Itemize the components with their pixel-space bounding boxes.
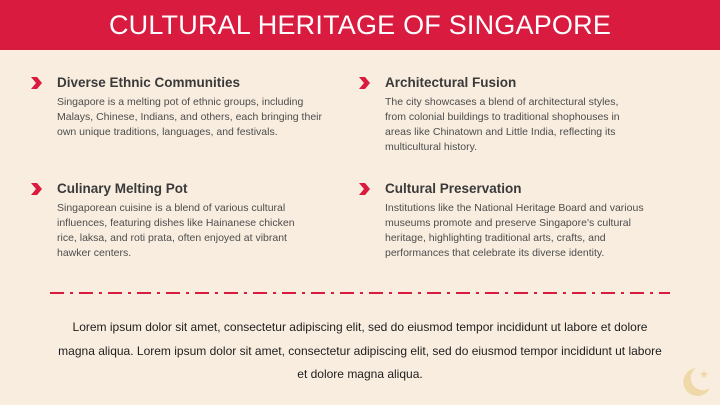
section-heading: Cultural Preservation [385,181,522,196]
section-cultural-preservation [385,180,650,261]
footer-paragraph: Lorem ipsum dolor sit amet, consectetur adipiscing elit, sed do eiusmod tempor incididunt ut labore et dolore magna aliqua. Lorem ipsum dolor sit amet, consectetur adipiscing elit, sed do eiusmod tempor incididunt ut labore et dolore magna aliqua. [58,320,662,381]
dash-dot-divider [50,292,670,294]
crescent-moon-star-icon [674,364,714,400]
section-architectural-fusion [385,74,635,155]
section-text: Singaporean cuisine is a blend of various cultural influences, featuring dishes like Hainanese chicken rice, laksa, and roti prata, often enjoyed at vibrant hawker centers. [57,202,295,259]
section-diverse-ethnic-communities [57,74,322,140]
chevron-right-icon [357,76,371,90]
chevron-right-icon [29,182,43,196]
title-banner [0,0,720,50]
section-text: Singapore is a melting pot of ethnic groups, including Malays, Chinese, Indians, and others, each bringing their own unique traditions, languages, and festivals. [57,96,322,138]
chevron-right-icon [357,182,371,196]
section-text: The city showcases a blend of architectural styles, from colonial buildings to traditional shophouses in areas like Chinatown and Little India, reflecting its multicultural history. [385,96,620,153]
page-title: CULTURAL HERITAGE OF SINGAPORE [108,9,612,40]
chevron-right-icon [29,76,43,90]
section-heading: Culinary Melting Pot [57,181,188,196]
section-heading: Architectural Fusion [385,75,517,90]
section-heading: Diverse Ethnic Communities [57,75,241,90]
section-culinary-melting-pot [57,180,307,261]
section-text: Institutions like the National Heritage Board and various museums promote and preserve Singapore's cultural heritage, highlighting traditional arts, crafts, and performances that celebrate its diverse identity. [385,202,644,259]
